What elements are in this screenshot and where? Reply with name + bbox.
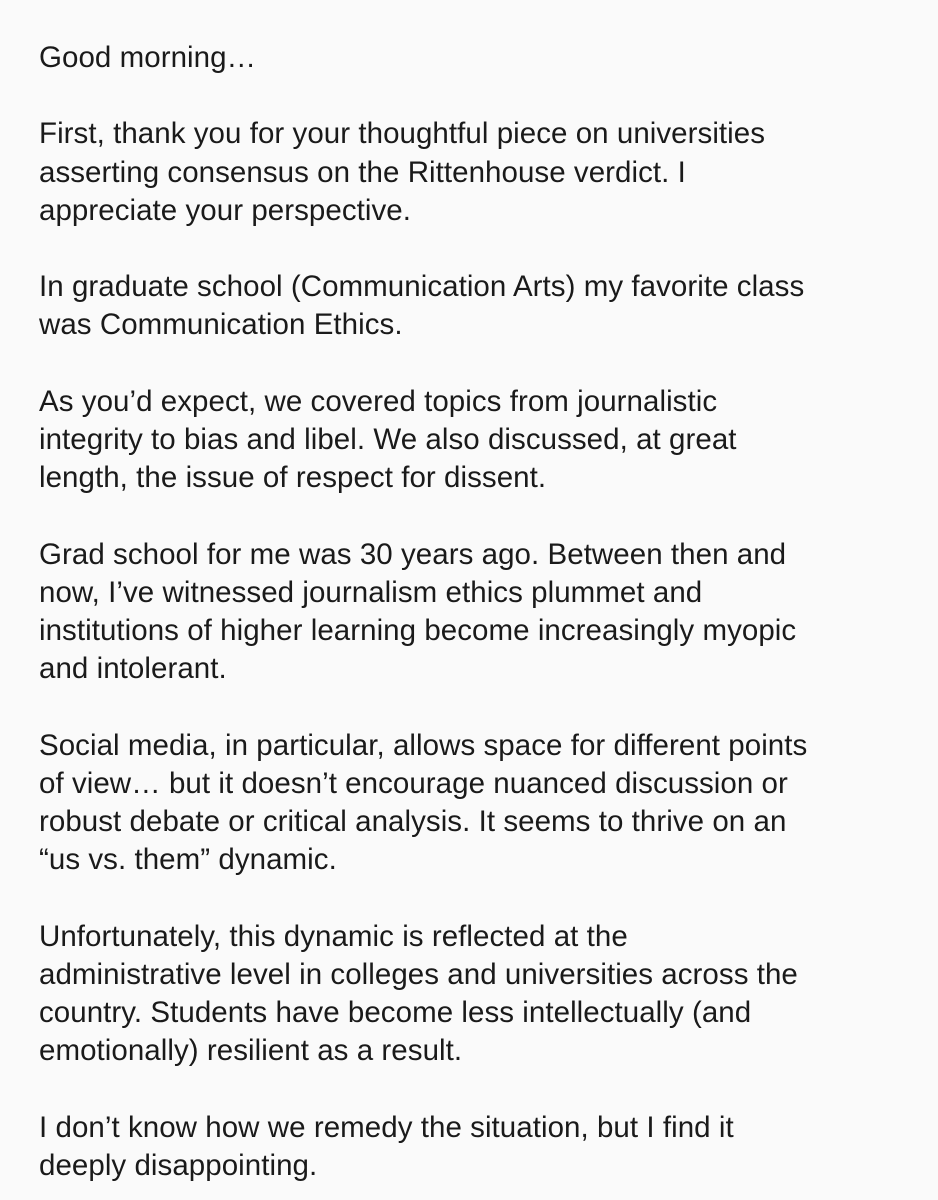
- paragraph-closing: [39, 1109, 919, 1185]
- text-line: of view… but it doesn’t encourage nuanced discussion or: [39, 766, 788, 800]
- text-line: emotionally) resilient as a result.: [39, 1034, 463, 1068]
- paragraph-thanks: [39, 115, 919, 230]
- text-line: asserting consensus on the Rittenhouse verdict. I: [39, 155, 686, 189]
- paragraph-unfortunately: [39, 918, 919, 1071]
- text-line: integrity to bias and libel. We also discussed, at great: [39, 422, 737, 456]
- paragraph-social-media: [39, 727, 919, 880]
- text-line: administrative level in colleges and universities across the: [39, 957, 798, 991]
- text-line: “us vs. them” dynamic.: [39, 843, 337, 877]
- text-line: As you’d expect, we covered topics from journalistic: [39, 384, 718, 418]
- text-line: Good morning…: [39, 41, 257, 74]
- text-line: Unfortunately, this dynamic is reflected at the: [39, 919, 628, 953]
- text-line: First, thank you for your thoughtful piece on universities: [39, 117, 766, 151]
- text-line: Grad school for me was 30 years ago. Between then and: [39, 537, 787, 571]
- text-line: deeply disappointing.: [39, 1148, 318, 1182]
- text-line: In graduate school (Communication Arts) my favorite class: [39, 270, 805, 304]
- text-line: I don’t know how we remedy the situation, but I find it: [39, 1110, 734, 1144]
- text-line: was Communication Ethics.: [39, 308, 403, 342]
- text-line: institutions of higher learning become increasingly myopic: [39, 613, 797, 647]
- text-line: now, I’ve witnessed journalism ethics plummet and: [39, 575, 703, 609]
- text-line: Social media, in particular, allows space for different points: [39, 728, 808, 762]
- text-line: robust debate or critical analysis. It seems to thrive on an: [39, 804, 787, 838]
- paragraph-thirty-years: [39, 536, 919, 689]
- paragraph-topics: [39, 383, 919, 498]
- paragraph-greeting: [39, 39, 919, 77]
- text-line: length, the issue of respect for dissent.: [39, 461, 547, 495]
- text-line: country. Students have become less intellectually (and: [39, 995, 752, 1029]
- text-line: appreciate your perspective.: [39, 193, 411, 227]
- paragraph-graduate-school: [39, 268, 919, 344]
- message-body: [39, 39, 919, 1185]
- text-line: and intolerant.: [39, 652, 227, 686]
